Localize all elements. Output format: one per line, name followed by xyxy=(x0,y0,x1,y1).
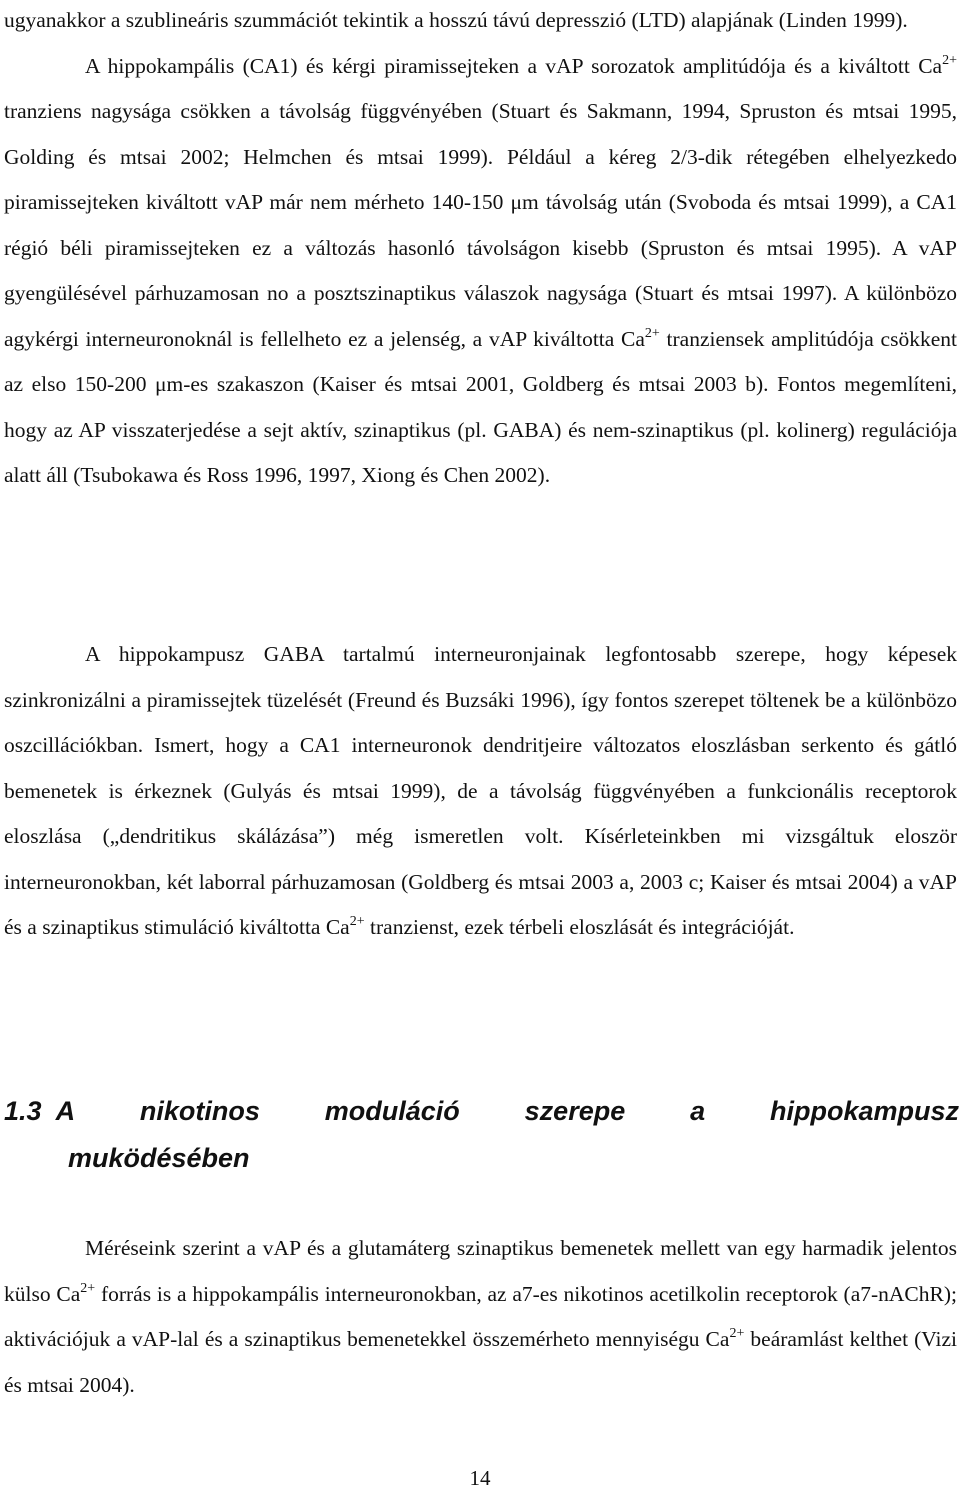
heading-word: moduláció xyxy=(324,1096,460,1126)
superscript-charge: 2+ xyxy=(942,52,957,68)
paragraph-text: beáramlást kelthet (Vizi és mtsai 2004). xyxy=(4,1327,957,1397)
paragraph-text: A hippokampális (CA1) és kérgi piramissejteken a vAP sorozatok amplitúdója és a kiváltott Ca xyxy=(85,53,943,78)
heading-word: szerepe xyxy=(524,1096,626,1126)
section-number-and-first-word xyxy=(4,1088,75,1135)
heading-word: hippokampusz xyxy=(769,1096,959,1126)
page-number: 14 xyxy=(469,1466,491,1490)
body-paragraph-ltd-and-vap xyxy=(4,0,957,499)
superscript-charge: 2+ xyxy=(729,1326,745,1341)
paragraph-text: tranzienst, ezek térbeli eloszlását és integrációját. xyxy=(364,915,795,939)
heading-word: A xyxy=(55,1096,76,1126)
paragraph-text: A hippokampusz GABA tartalmú interneuronjainak legfontosabb szerepe, hogy képesek szinkronizálni a piramissejtek tüzelését (Freund és Buzsáki 1996), így fontos szerepet töltenek be a különbözo oszcillációkban. Ismert, hogy a CA1 interneuronok dendritjeire változatos eloszlásban serkento és gátló bemenetek is érkeznek (Gulyás és mtsai 1999), de a távolság függvényében a funkcionális receptorok eloszlása („dendritikus skálázása”) még ismeretlen volt. Kísérleteinkben mi vizsgáltuk eloször interneuronokban, két laborral párhuzamosan (Goldberg és mtsai 2003 a, 2003 c; Kaiser és mtsai 2004) a vAP és a szinaptikus stimuláció kiváltotta Ca xyxy=(4,642,957,939)
section-heading xyxy=(4,1088,959,1182)
heading-word: a xyxy=(690,1096,706,1126)
section-number: 1.3 xyxy=(4,1096,42,1126)
body-paragraph-nicotinic xyxy=(4,1226,957,1408)
superscript-charge: 2+ xyxy=(80,1280,96,1296)
paragraph-text: Méréseink szerint a vAP és a glutamáterg szinaptikus bemenetek mellett van egy harmadik jelentos külso Ca xyxy=(4,1236,957,1306)
paragraph-continuation-text: ugyanakkor a szublineáris szummációt tekintik a hosszú távú depresszió (LTD) alapjának (Linden 1999). xyxy=(4,8,908,32)
paragraph-text: tranziensek amplitúdója csökkent az elso 150-200 μm-es szakaszon (Kaiser és mtsai 2001, Goldberg és mtsai 2003 b). Fontos megemlíteni, hogy az AP visszaterjedése a sejt aktív, szinaptikus (pl. GABA) és nem-szinaptikus (pl. kolinerg) regulációja alatt áll (Tsubokawa és Ross 1996, 1997, Xiong és Chen 2002). xyxy=(4,326,957,487)
heading-word: nikotinos xyxy=(139,1096,260,1126)
paragraph-text: forrás is a hippokampális interneuronokban, az a7-es nikotinos acetilkolin receptorok (a7-nAChR); aktivációjuk a vAP-lal és a szinaptikus bemenetekkel összemérheto mennyiségu Ca xyxy=(4,1281,957,1351)
section-heading-line-2: muködésében xyxy=(68,1143,250,1173)
paragraph-text: tranziens nagysága csökken a távolság függvényében (Stuart és Sakmann, 1994, Spruston és mtsai 1995, Golding és mtsai 2002; Helmchen és mtsai 1999). Például a kéreg 2/3-dik rétegében elhelyezkedo piramissejteken kiváltott vAP már nem mérheto 140-150 μm távolság után (Svoboda és mtsai 1999), a CA1 régió béli piramissejteken ez a változás hasonló távolságon kisebb (Spruston és mtsai 1995). A vAP gyengülésével párhuzamosan no a posztszinaptikus válaszok nagysága (Stuart és mtsai 1997). A különbözo agykérgi interneuronoknál is fellelheto ez a jelenség, a vAP kiváltotta Ca xyxy=(4,99,957,351)
superscript-charge: 2+ xyxy=(644,325,660,341)
body-paragraph-gaba-interneurons xyxy=(4,632,957,951)
section-heading-line-1 xyxy=(4,1088,959,1135)
superscript-charge: 2+ xyxy=(349,914,365,929)
